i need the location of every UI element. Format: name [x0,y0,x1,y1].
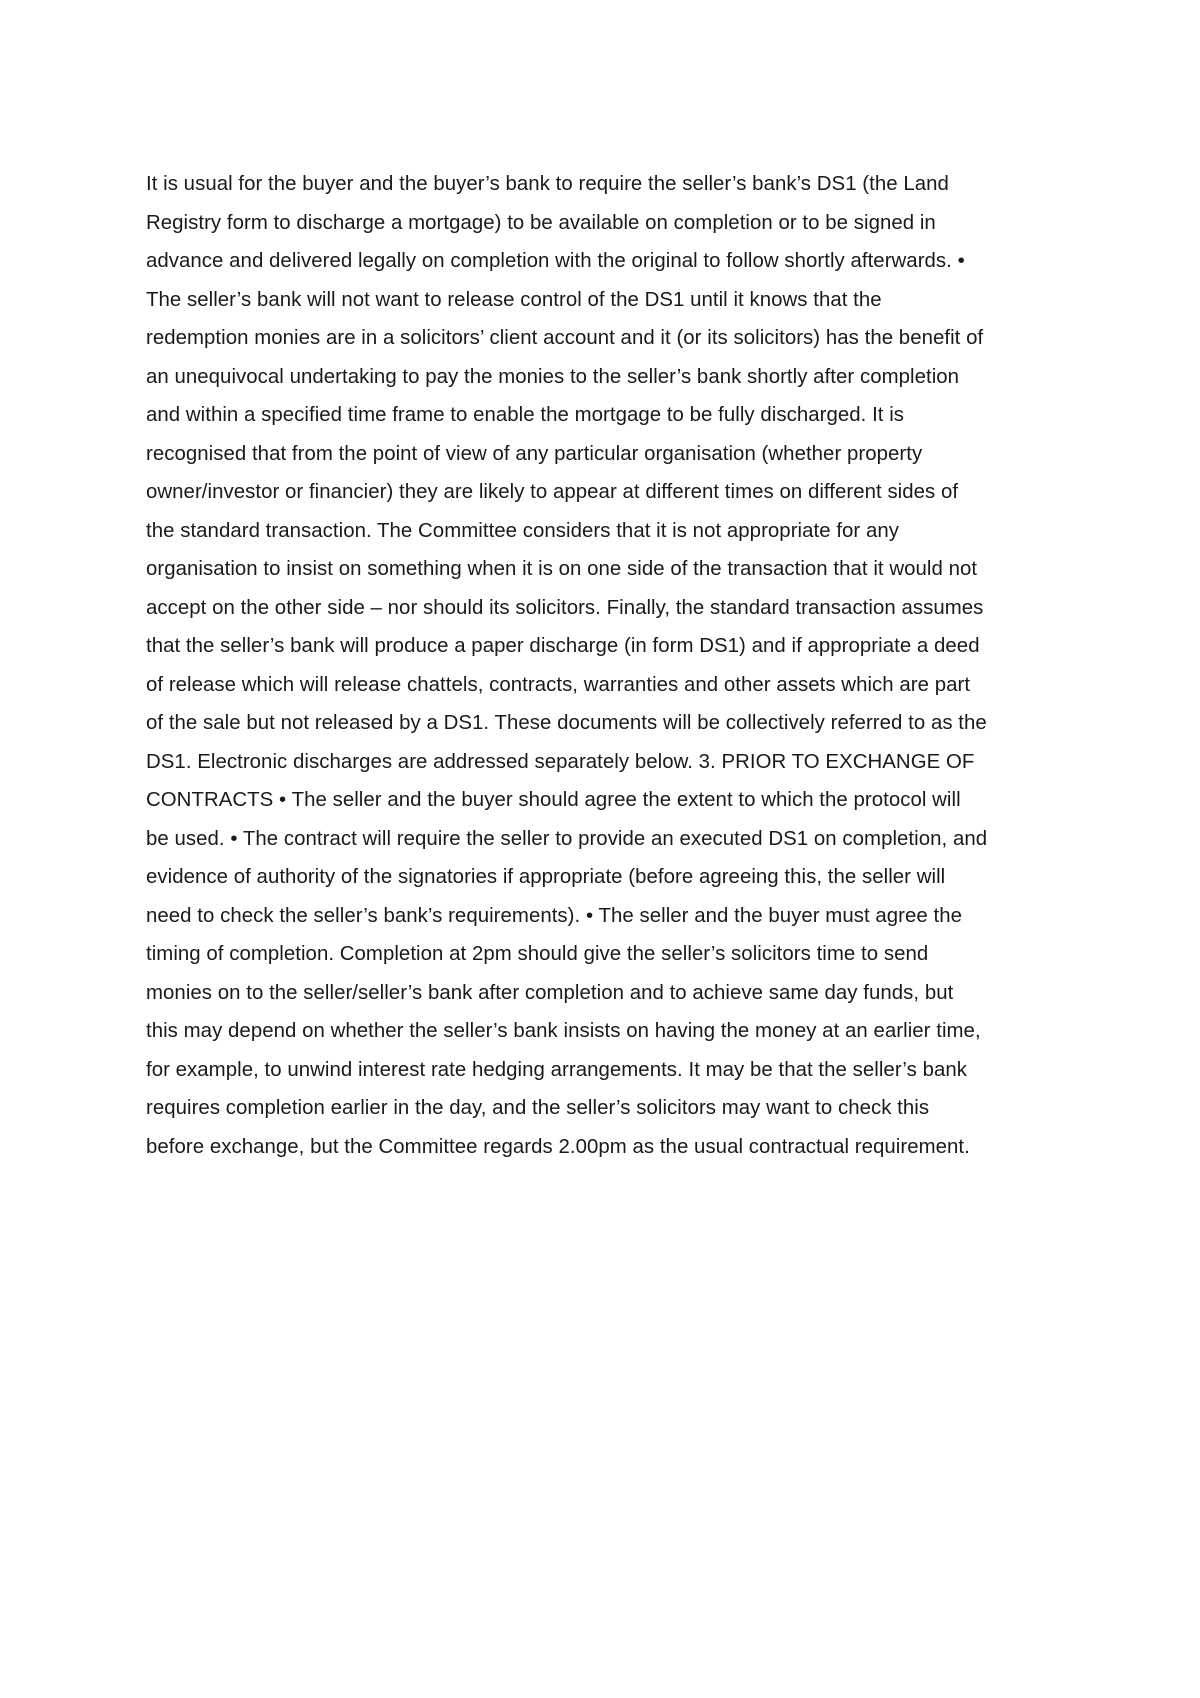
text-line: It is usual for the buyer and the buyer’s bank to require the seller’s bank’s DS1 (the Land [146,173,949,195]
text-line: Registry form to discharge a mortgage) to be available on completion or to be signed in [146,211,936,234]
text-line: accept on the other side – nor should its solicitors. Finally, the standard transaction assumes [146,596,984,619]
text-line: before exchange, but the Committee regards 2.00pm as the usual contractual requirement. [146,1135,970,1158]
text-line: the standard transaction. The Committee considers that it is not appropriate for any [146,519,900,542]
text-line: of release which will release chattels, contracts, warranties and other assets which are part [146,673,971,696]
body-paragraph [146,165,1086,1166]
text-line: this may depend on whether the seller’s bank insists on having the money at an earlier time, [146,1020,981,1042]
text-line: The seller’s bank will not want to release control of the DS1 until it knows that the [146,288,882,311]
text-line: owner/investor or financier) they are likely to appear at different times on different sides of [146,481,959,503]
text-line: advance and delivered legally on completion with the original to follow shortly afterwards. • [146,250,965,272]
text-line: recognised that from the point of view of any particular organisation (whether property [146,442,923,465]
text-line: and within a specified time frame to enable the mortgage to be fully discharged. It is [146,404,905,426]
text-line: redemption monies are in a solicitors’ client account and it (or its solicitors) has the benefit of [146,327,984,349]
text-line: that the seller’s bank will produce a paper discharge (in form DS1) and if appropriate a deed [146,635,980,657]
text-line: need to check the seller’s bank’s requirements). • The seller and the buyer must agree the [146,904,963,927]
text-line: monies on to the seller/seller’s bank after completion and to achieve same day funds, but [146,981,954,1004]
text-line: an unequivocal undertaking to pay the monies to the seller’s bank shortly after completion [146,365,960,388]
text-line: for example, to unwind interest rate hedging arrangements. It may be that the seller’s bank [146,1058,968,1081]
text-line: requires completion earlier in the day, and the seller’s solicitors may want to check this [146,1097,930,1119]
text-line: evidence of authority of the signatories if appropriate (before agreeing this, the seller will [146,866,946,888]
text-line: DS1. Electronic discharges are addressed separately below. 3. PRIOR TO EXCHANGE OF [146,750,975,773]
text-line: organisation to insist on something when it is on one side of the transaction that it would not [146,558,978,580]
text-line: timing of completion. Completion at 2pm should give the seller’s solicitors time to send [146,943,929,965]
text-line: CONTRACTS • The seller and the buyer should agree the extent to which the protocol will [146,789,961,811]
text-line: be used. • The contract will require the seller to provide an executed DS1 on completion, and [146,827,988,850]
text-line: of the sale but not released by a DS1. These documents will be collectively referred to as the [146,712,987,734]
